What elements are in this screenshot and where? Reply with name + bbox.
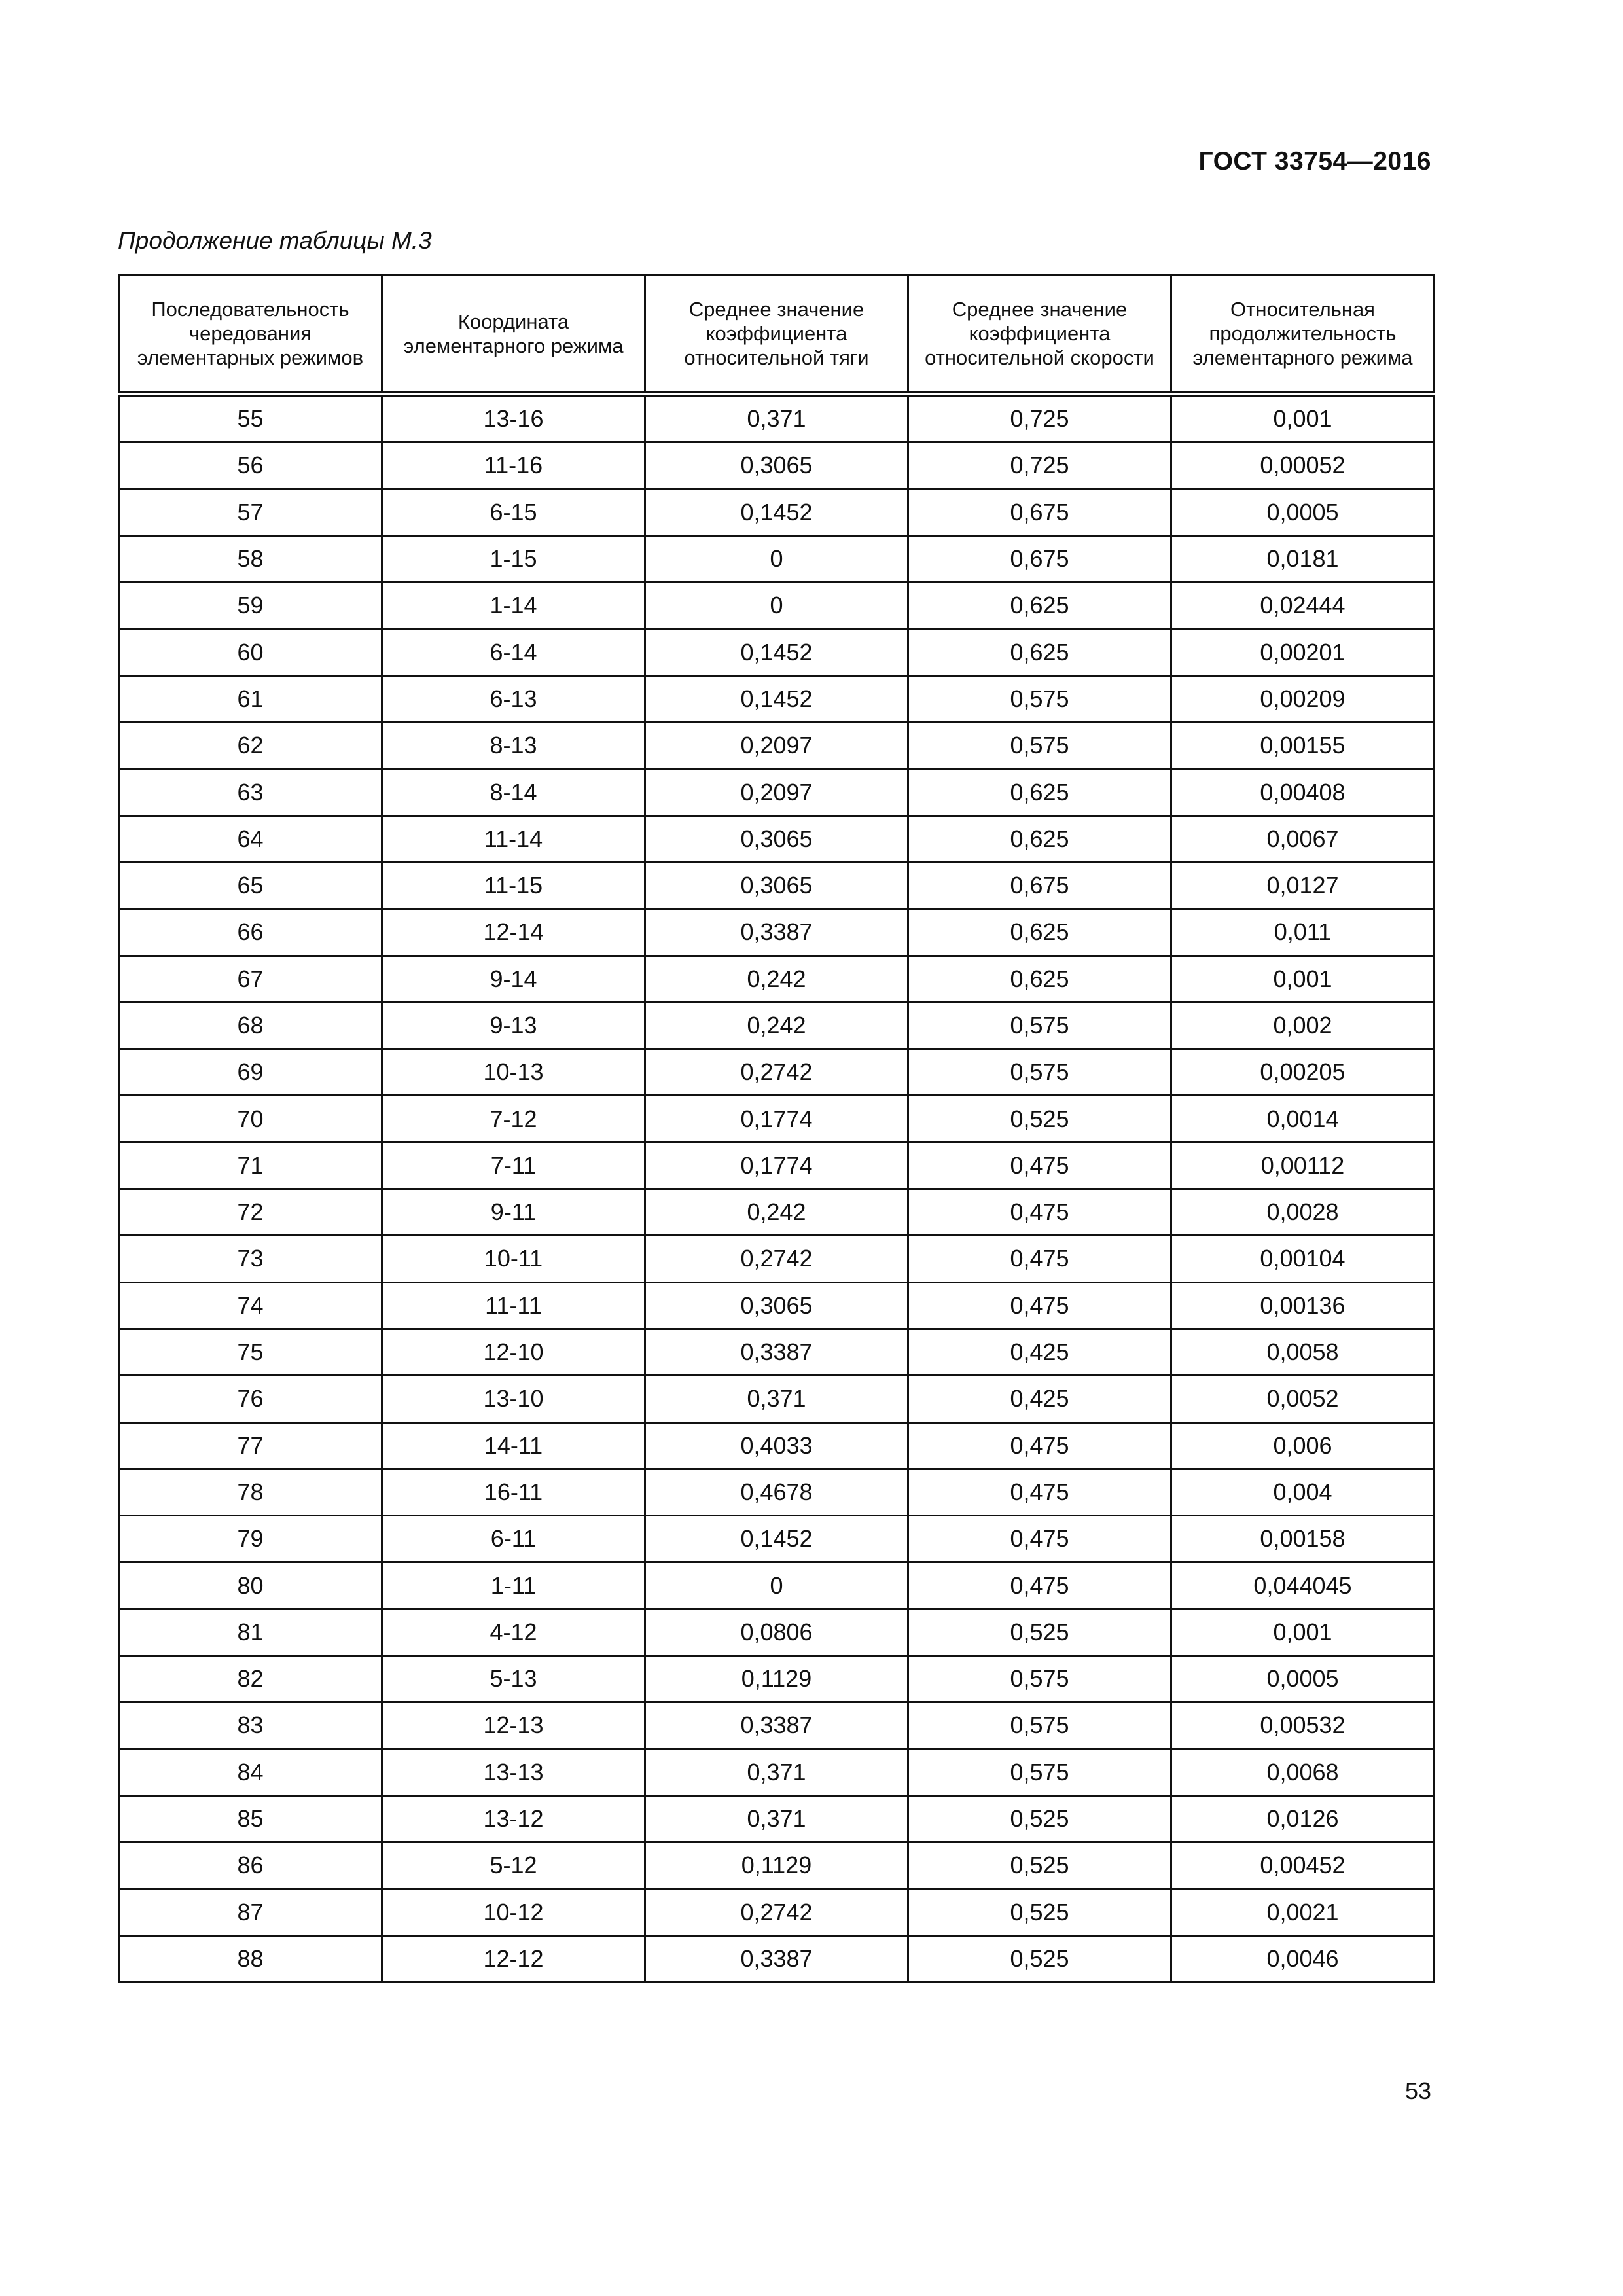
cell-speed: 0,475 <box>908 1282 1171 1329</box>
cell-sequence: 55 <box>119 394 382 442</box>
table-row <box>119 1422 1435 1469</box>
table-row <box>119 1236 1435 1282</box>
cell-speed: 0,575 <box>908 1702 1171 1749</box>
cell-duration: 0,00408 <box>1171 769 1435 816</box>
cell-duration: 0,0181 <box>1171 535 1435 582</box>
cell-coordinate: 12-14 <box>382 909 645 956</box>
table-row <box>119 816 1435 862</box>
cell-coordinate: 1-14 <box>382 583 645 629</box>
table-row <box>119 535 1435 582</box>
table-row <box>119 1376 1435 1422</box>
cell-duration: 0,00104 <box>1171 1236 1435 1282</box>
cell-coordinate: 12-10 <box>382 1329 645 1375</box>
table-row <box>119 1189 1435 1236</box>
cell-duration: 0,044045 <box>1171 1562 1435 1609</box>
cell-coordinate: 16-11 <box>382 1469 645 1515</box>
column-header-coordinate <box>382 275 645 395</box>
column-header-thrust <box>645 275 908 395</box>
column-header-label: Относительная продолжительность элементарного режима <box>1192 298 1413 369</box>
table-row <box>119 442 1435 489</box>
cell-thrust: 0,4033 <box>645 1422 908 1469</box>
table-row <box>119 1935 1435 1982</box>
table-row <box>119 1889 1435 1935</box>
table-row <box>119 723 1435 769</box>
cell-sequence: 80 <box>119 1562 382 1609</box>
cell-sequence: 59 <box>119 583 382 629</box>
table-header <box>119 275 1435 395</box>
cell-coordinate: 6-14 <box>382 629 645 675</box>
table-row <box>119 1702 1435 1749</box>
cell-duration: 0,00155 <box>1171 723 1435 769</box>
cell-speed: 0,575 <box>908 1656 1171 1702</box>
cell-duration: 0,0028 <box>1171 1189 1435 1236</box>
cell-sequence: 82 <box>119 1656 382 1702</box>
table-row <box>119 1469 1435 1515</box>
cell-speed: 0,475 <box>908 1469 1171 1515</box>
cell-speed: 0,625 <box>908 769 1171 816</box>
cell-duration: 0,00532 <box>1171 1702 1435 1749</box>
table-row <box>119 583 1435 629</box>
cell-speed: 0,625 <box>908 816 1171 862</box>
cell-duration: 0,0067 <box>1171 816 1435 862</box>
cell-sequence: 68 <box>119 1002 382 1049</box>
cell-thrust: 0,242 <box>645 1002 908 1049</box>
cell-coordinate: 6-13 <box>382 675 645 722</box>
cell-thrust: 0,1774 <box>645 1096 908 1142</box>
cell-coordinate: 11-16 <box>382 442 645 489</box>
cell-duration: 0,00112 <box>1171 1142 1435 1189</box>
table-row <box>119 1282 1435 1329</box>
table-row <box>119 769 1435 816</box>
column-header-label: Координата элементарного режима <box>403 310 624 357</box>
cell-speed: 0,425 <box>908 1376 1171 1422</box>
cell-duration: 0,00452 <box>1171 1842 1435 1889</box>
cell-speed: 0,475 <box>908 1422 1171 1469</box>
table-row <box>119 629 1435 675</box>
column-header-label: Среднее значение коэффициента относительной скорости <box>925 298 1154 369</box>
cell-sequence: 72 <box>119 1189 382 1236</box>
cell-duration: 0,0014 <box>1171 1096 1435 1142</box>
cell-speed: 0,475 <box>908 1236 1171 1282</box>
column-header-label: Среднее значение коэффициента относительной тяги <box>684 298 869 369</box>
cell-thrust: 0,1452 <box>645 629 908 675</box>
cell-thrust: 0,3387 <box>645 1702 908 1749</box>
cell-duration: 0,00201 <box>1171 629 1435 675</box>
cell-sequence: 83 <box>119 1702 382 1749</box>
page-number: 53 <box>1404 2077 1431 2104</box>
cell-thrust: 0,1452 <box>645 1516 908 1562</box>
cell-sequence: 70 <box>119 1096 382 1142</box>
cell-coordinate: 11-14 <box>382 816 645 862</box>
cell-coordinate: 10-12 <box>382 1889 645 1935</box>
cell-speed: 0,575 <box>908 1749 1171 1795</box>
cell-thrust: 0,3065 <box>645 862 908 908</box>
cell-coordinate: 10-13 <box>382 1049 645 1096</box>
cell-coordinate: 7-12 <box>382 1096 645 1142</box>
cell-coordinate: 1-11 <box>382 1562 645 1609</box>
cell-speed: 0,625 <box>908 956 1171 1002</box>
table-row <box>119 1609 1435 1655</box>
cell-sequence: 65 <box>119 862 382 908</box>
cell-sequence: 61 <box>119 675 382 722</box>
cell-thrust: 0,2742 <box>645 1236 908 1282</box>
cell-sequence: 71 <box>119 1142 382 1189</box>
cell-duration: 0,004 <box>1171 1469 1435 1515</box>
table-row <box>119 1795 1435 1842</box>
cell-coordinate: 13-16 <box>382 394 645 442</box>
cell-thrust: 0 <box>645 1562 908 1609</box>
cell-coordinate: 11-15 <box>382 862 645 908</box>
cell-thrust: 0,0806 <box>645 1609 908 1655</box>
cell-speed: 0,575 <box>908 1002 1171 1049</box>
cell-duration: 0,006 <box>1171 1422 1435 1469</box>
cell-speed: 0,475 <box>908 1516 1171 1562</box>
cell-thrust: 0,371 <box>645 1795 908 1842</box>
table-row <box>119 675 1435 722</box>
cell-coordinate: 7-11 <box>382 1142 645 1189</box>
table-row <box>119 1516 1435 1562</box>
cell-thrust: 0,2742 <box>645 1049 908 1096</box>
cell-sequence: 63 <box>119 769 382 816</box>
cell-speed: 0,675 <box>908 862 1171 908</box>
cell-speed: 0,625 <box>908 583 1171 629</box>
cell-coordinate: 13-13 <box>382 1749 645 1795</box>
data-table <box>118 274 1435 1983</box>
table-row <box>119 909 1435 956</box>
cell-thrust: 0,3387 <box>645 1329 908 1375</box>
cell-duration: 0,011 <box>1171 909 1435 956</box>
cell-thrust: 0,2742 <box>645 1889 908 1935</box>
cell-thrust: 0 <box>645 535 908 582</box>
cell-thrust: 0 <box>645 583 908 629</box>
cell-speed: 0,475 <box>908 1142 1171 1189</box>
table-row <box>119 956 1435 1002</box>
cell-sequence: 69 <box>119 1049 382 1096</box>
cell-coordinate: 5-12 <box>382 1842 645 1889</box>
cell-sequence: 86 <box>119 1842 382 1889</box>
cell-duration: 0,002 <box>1171 1002 1435 1049</box>
cell-sequence: 74 <box>119 1282 382 1329</box>
table-row <box>119 1656 1435 1702</box>
cell-coordinate: 12-12 <box>382 1935 645 1982</box>
cell-sequence: 67 <box>119 956 382 1002</box>
cell-thrust: 0,2097 <box>645 723 908 769</box>
cell-speed: 0,525 <box>908 1795 1171 1842</box>
cell-thrust: 0,3065 <box>645 816 908 862</box>
table-row <box>119 1002 1435 1049</box>
cell-sequence: 58 <box>119 535 382 582</box>
cell-thrust: 0,4678 <box>645 1469 908 1515</box>
cell-duration: 0,0005 <box>1171 489 1435 535</box>
cell-thrust: 0,371 <box>645 1376 908 1422</box>
cell-thrust: 0,1129 <box>645 1842 908 1889</box>
cell-thrust: 0,371 <box>645 394 908 442</box>
cell-speed: 0,425 <box>908 1329 1171 1375</box>
table-row <box>119 1562 1435 1609</box>
cell-coordinate: 11-11 <box>382 1282 645 1329</box>
cell-speed: 0,675 <box>908 489 1171 535</box>
column-header-label: Последовательность чередования элементарных режимов <box>137 298 364 369</box>
cell-coordinate: 13-10 <box>382 1376 645 1422</box>
table-body <box>119 394 1435 1982</box>
cell-sequence: 77 <box>119 1422 382 1469</box>
table-caption: Продолжение таблицы М.3 <box>118 227 432 254</box>
cell-thrust: 0,3387 <box>645 909 908 956</box>
cell-coordinate: 5-13 <box>382 1656 645 1702</box>
column-header-sequence <box>119 275 382 395</box>
cell-duration: 0,001 <box>1171 394 1435 442</box>
cell-speed: 0,575 <box>908 675 1171 722</box>
cell-duration: 0,0127 <box>1171 862 1435 908</box>
cell-speed: 0,525 <box>908 1889 1171 1935</box>
cell-sequence: 88 <box>119 1935 382 1982</box>
cell-duration: 0,02444 <box>1171 583 1435 629</box>
cell-duration: 0,00209 <box>1171 675 1435 722</box>
cell-sequence: 87 <box>119 1889 382 1935</box>
column-header-duration <box>1171 275 1435 395</box>
cell-coordinate: 13-12 <box>382 1795 645 1842</box>
header-row <box>119 275 1435 395</box>
cell-speed: 0,575 <box>908 723 1171 769</box>
cell-coordinate: 6-11 <box>382 1516 645 1562</box>
cell-sequence: 73 <box>119 1236 382 1282</box>
cell-sequence: 81 <box>119 1609 382 1655</box>
cell-coordinate: 8-13 <box>382 723 645 769</box>
cell-thrust: 0,371 <box>645 1749 908 1795</box>
cell-duration: 0,001 <box>1171 956 1435 1002</box>
cell-coordinate: 10-11 <box>382 1236 645 1282</box>
cell-sequence: 85 <box>119 1795 382 1842</box>
cell-speed: 0,725 <box>908 394 1171 442</box>
cell-duration: 0,0052 <box>1171 1376 1435 1422</box>
cell-thrust: 0,1129 <box>645 1656 908 1702</box>
cell-duration: 0,0005 <box>1171 1656 1435 1702</box>
cell-thrust: 0,3065 <box>645 442 908 489</box>
cell-coordinate: 9-13 <box>382 1002 645 1049</box>
cell-thrust: 0,2097 <box>645 769 908 816</box>
table-row <box>119 394 1435 442</box>
cell-coordinate: 12-13 <box>382 1702 645 1749</box>
cell-speed: 0,525 <box>908 1096 1171 1142</box>
cell-thrust: 0,1774 <box>645 1142 908 1189</box>
cell-sequence: 66 <box>119 909 382 956</box>
cell-coordinate: 9-11 <box>382 1189 645 1236</box>
cell-speed: 0,575 <box>908 1049 1171 1096</box>
cell-speed: 0,625 <box>908 629 1171 675</box>
cell-duration: 0,0058 <box>1171 1329 1435 1375</box>
document-id: ГОСТ 33754—2016 <box>1198 147 1431 175</box>
cell-sequence: 57 <box>119 489 382 535</box>
cell-speed: 0,525 <box>908 1842 1171 1889</box>
cell-duration: 0,0021 <box>1171 1889 1435 1935</box>
cell-sequence: 76 <box>119 1376 382 1422</box>
cell-duration: 0,001 <box>1171 1609 1435 1655</box>
cell-sequence: 62 <box>119 723 382 769</box>
cell-speed: 0,525 <box>908 1935 1171 1982</box>
cell-speed: 0,475 <box>908 1189 1171 1236</box>
cell-duration: 0,00205 <box>1171 1049 1435 1096</box>
table-row <box>119 489 1435 535</box>
table-row <box>119 1049 1435 1096</box>
cell-sequence: 60 <box>119 629 382 675</box>
cell-coordinate: 6-15 <box>382 489 645 535</box>
cell-coordinate: 8-14 <box>382 769 645 816</box>
cell-thrust: 0,1452 <box>645 675 908 722</box>
cell-sequence: 79 <box>119 1516 382 1562</box>
cell-thrust: 0,3387 <box>645 1935 908 1982</box>
cell-duration: 0,00158 <box>1171 1516 1435 1562</box>
cell-thrust: 0,1452 <box>645 489 908 535</box>
cell-sequence: 75 <box>119 1329 382 1375</box>
table-row <box>119 1749 1435 1795</box>
cell-duration: 0,0046 <box>1171 1935 1435 1982</box>
cell-thrust: 0,242 <box>645 956 908 1002</box>
cell-speed: 0,675 <box>908 535 1171 582</box>
cell-coordinate: 1-15 <box>382 535 645 582</box>
cell-coordinate: 9-14 <box>382 956 645 1002</box>
cell-speed: 0,525 <box>908 1609 1171 1655</box>
cell-speed: 0,625 <box>908 909 1171 956</box>
cell-sequence: 64 <box>119 816 382 862</box>
table-row <box>119 1329 1435 1375</box>
cell-speed: 0,725 <box>908 442 1171 489</box>
cell-thrust: 0,242 <box>645 1189 908 1236</box>
cell-duration: 0,0126 <box>1171 1795 1435 1842</box>
table-row <box>119 1142 1435 1189</box>
cell-thrust: 0,3065 <box>645 1282 908 1329</box>
cell-sequence: 78 <box>119 1469 382 1515</box>
cell-duration: 0,00136 <box>1171 1282 1435 1329</box>
cell-coordinate: 14-11 <box>382 1422 645 1469</box>
cell-sequence: 84 <box>119 1749 382 1795</box>
cell-coordinate: 4-12 <box>382 1609 645 1655</box>
table-row <box>119 1096 1435 1142</box>
cell-duration: 0,0068 <box>1171 1749 1435 1795</box>
cell-speed: 0,475 <box>908 1562 1171 1609</box>
cell-sequence: 56 <box>119 442 382 489</box>
column-header-speed <box>908 275 1171 395</box>
table-row <box>119 1842 1435 1889</box>
table-row <box>119 862 1435 908</box>
cell-duration: 0,00052 <box>1171 442 1435 489</box>
